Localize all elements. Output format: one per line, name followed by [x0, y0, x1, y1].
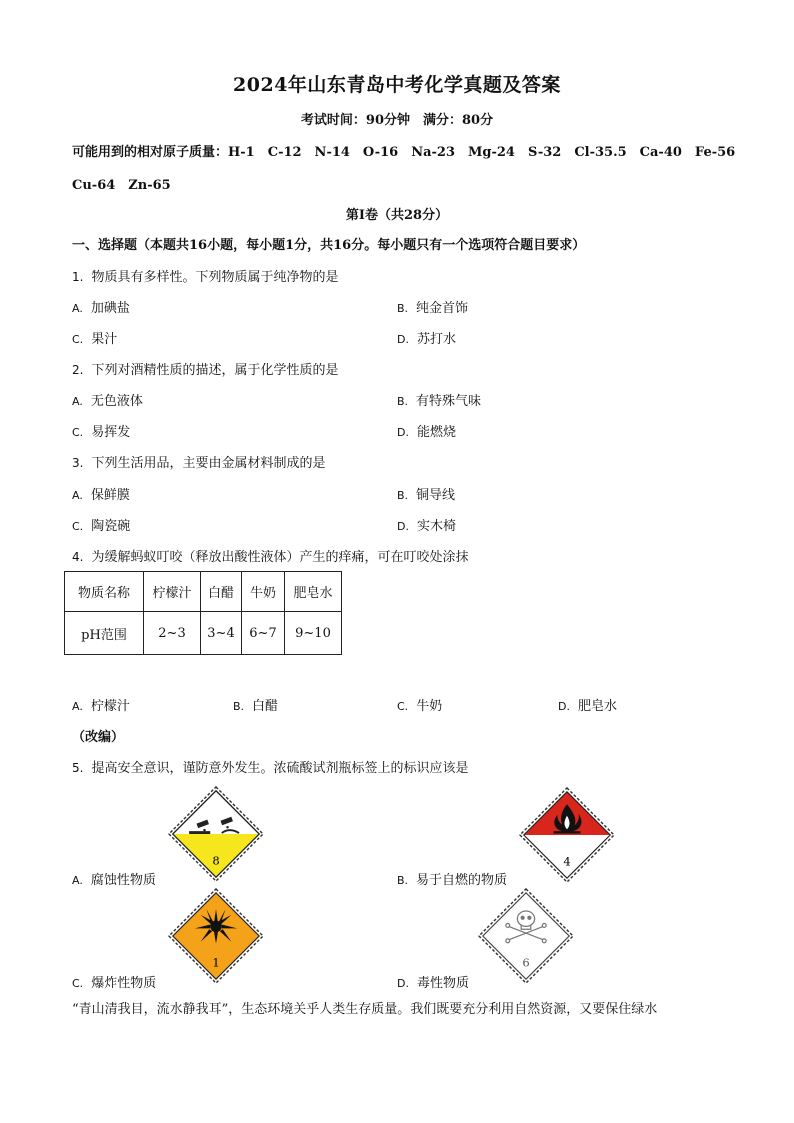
corrosive-hazard-sign: [168, 786, 264, 882]
table-header-cell: 肥皂水: [285, 572, 342, 612]
option-text: 易挥发: [91, 425, 131, 440]
option-text: 易于自燃的物质: [416, 873, 508, 888]
option-text: 肥皂水: [577, 699, 617, 714]
option-label: C.: [397, 700, 409, 713]
table-cell: pH范围: [65, 612, 144, 655]
question-stem: 下列生活用品，主要由金属材料制成的是: [91, 456, 326, 471]
q2-option-b[interactable]: [397, 390, 481, 409]
q4-option-b[interactable]: [233, 695, 278, 714]
option-label: C.: [72, 333, 84, 346]
question-5: [72, 757, 468, 776]
option-label: D.: [397, 520, 409, 533]
option-text: 陶瓷碗: [91, 519, 131, 534]
sign-number: 8: [212, 853, 220, 868]
option-text: 纯金首饰: [416, 301, 469, 316]
question-number: 3.: [72, 456, 84, 470]
toxic-hazard-sign: [478, 888, 574, 984]
option-text: 能燃烧: [416, 425, 456, 440]
option-label: D.: [397, 426, 409, 439]
question-3: [72, 452, 325, 471]
q3-option-c[interactable]: [72, 515, 130, 534]
q4-option-a[interactable]: [72, 695, 130, 714]
table-header-cell: 牛奶: [242, 572, 285, 612]
option-text: 实木椅: [416, 519, 456, 534]
q4-option-c[interactable]: [397, 695, 442, 714]
q2-option-d[interactable]: [397, 421, 456, 440]
table-cell: 9~10: [285, 612, 342, 655]
q3-option-d[interactable]: [397, 515, 456, 534]
q1-option-d[interactable]: [397, 328, 456, 347]
option-text: 爆炸性物质: [91, 976, 157, 991]
option-text: 无色液体: [90, 394, 143, 409]
q2-option-a[interactable]: [72, 390, 143, 409]
table-cell: 6~7: [242, 612, 285, 655]
option-label: B.: [397, 302, 409, 315]
modified-note: （改编）: [72, 730, 125, 745]
q5-option-a[interactable]: [72, 869, 156, 888]
option-text: 白醋: [252, 699, 279, 714]
passage-text: “青山清我目，流水静我耳”，生态环境关乎人类生存质量。我们既要充分利用自然资源，又要保住绿水: [72, 1002, 658, 1017]
table-row: [65, 612, 342, 655]
option-text: 加碘盐: [90, 301, 130, 316]
option-text: 柠檬汁: [90, 699, 130, 714]
option-label: A.: [72, 395, 83, 408]
explosive-hazard-sign: [168, 888, 264, 984]
question-stem: 物质具有多样性。下列物质属于纯净物的是: [91, 270, 339, 285]
option-text: 毒性物质: [416, 976, 469, 991]
option-label: C.: [72, 977, 84, 990]
option-text: 果汁: [91, 332, 118, 347]
option-label: C.: [72, 426, 84, 439]
option-label: A.: [72, 489, 83, 502]
option-text: 有特殊气味: [416, 394, 482, 409]
question-1: [72, 266, 338, 285]
q2-option-c[interactable]: [72, 421, 130, 440]
page-title: 2024年山东青岛中考化学真题及答案: [233, 74, 561, 96]
option-text: 保鲜膜: [90, 488, 130, 503]
table-header-cell: 白醋: [201, 572, 242, 612]
q1-option-c[interactable]: [72, 328, 117, 347]
sign-number: 6: [522, 955, 530, 970]
part-title: 一、选择题（本题共16小题，每小题1分，共16分。每小题只有一个选项符合题目要求）: [72, 238, 586, 253]
question-stem: 为缓解蚂蚁叮咬（释放出酸性液体）产生的痒痛，可在叮咬处涂抹: [91, 550, 469, 565]
q1-option-a[interactable]: [72, 297, 130, 316]
question-2: [72, 359, 338, 378]
q3-option-b[interactable]: [397, 484, 455, 503]
option-label: D.: [558, 700, 570, 713]
q3-option-a[interactable]: [72, 484, 130, 503]
option-text: 腐蚀性物质: [90, 873, 156, 888]
option-label: A.: [72, 874, 83, 887]
q5-option-d[interactable]: [397, 972, 469, 991]
option-label: D.: [397, 977, 409, 990]
table-header-cell: 物质名称: [65, 572, 144, 612]
question-number: 5.: [72, 761, 84, 775]
option-label: C.: [72, 520, 84, 533]
option-label: B.: [397, 874, 409, 887]
question-number: 4.: [72, 550, 84, 564]
question-number: 1.: [72, 270, 84, 284]
section-title: 第Ⅰ卷（共28分）: [345, 208, 449, 223]
sign-number: 4: [563, 854, 571, 869]
atomic-masses-line-2: Cu-64 Zn-65: [72, 178, 171, 193]
question-stem: 下列对酒精性质的描述，属于化学性质的是: [91, 363, 339, 378]
q4-option-d[interactable]: [558, 695, 617, 714]
question-number: 2.: [72, 363, 84, 377]
exam-info: 考试时间：90分钟 满分：80分: [300, 113, 494, 128]
question-stem: 提高安全意识，谨防意外发生。浓硫酸试剂瓶标签上的标识应该是: [91, 761, 469, 776]
atomic-masses-line-1: 可能用到的相对原子质量：H-1 C-12 N-14 O-16 Na-23 Mg-24 S-32 Cl-35.5 Ca-40 Fe-56: [72, 145, 736, 160]
option-label: D.: [397, 333, 409, 346]
option-text: 牛奶: [416, 699, 443, 714]
q1-option-b[interactable]: [397, 297, 468, 316]
option-text: 苏打水: [416, 332, 456, 347]
option-label: B.: [233, 700, 245, 713]
sign-number: 1: [212, 955, 220, 970]
option-text: 铜导线: [416, 488, 456, 503]
q5-option-b[interactable]: [397, 869, 507, 888]
question-4: [72, 546, 468, 565]
q5-option-c[interactable]: [72, 972, 156, 991]
option-label: A.: [72, 700, 83, 713]
option-label: B.: [397, 489, 409, 502]
table-cell: 3~4: [201, 612, 242, 655]
ph-table: [64, 571, 342, 655]
table-header-cell: 柠檬汁: [144, 572, 201, 612]
flammable-hazard-sign: [519, 787, 615, 883]
table-cell: 2~3: [144, 612, 201, 655]
option-label: B.: [397, 395, 409, 408]
table-header-row: [65, 572, 342, 612]
option-label: A.: [72, 302, 83, 315]
